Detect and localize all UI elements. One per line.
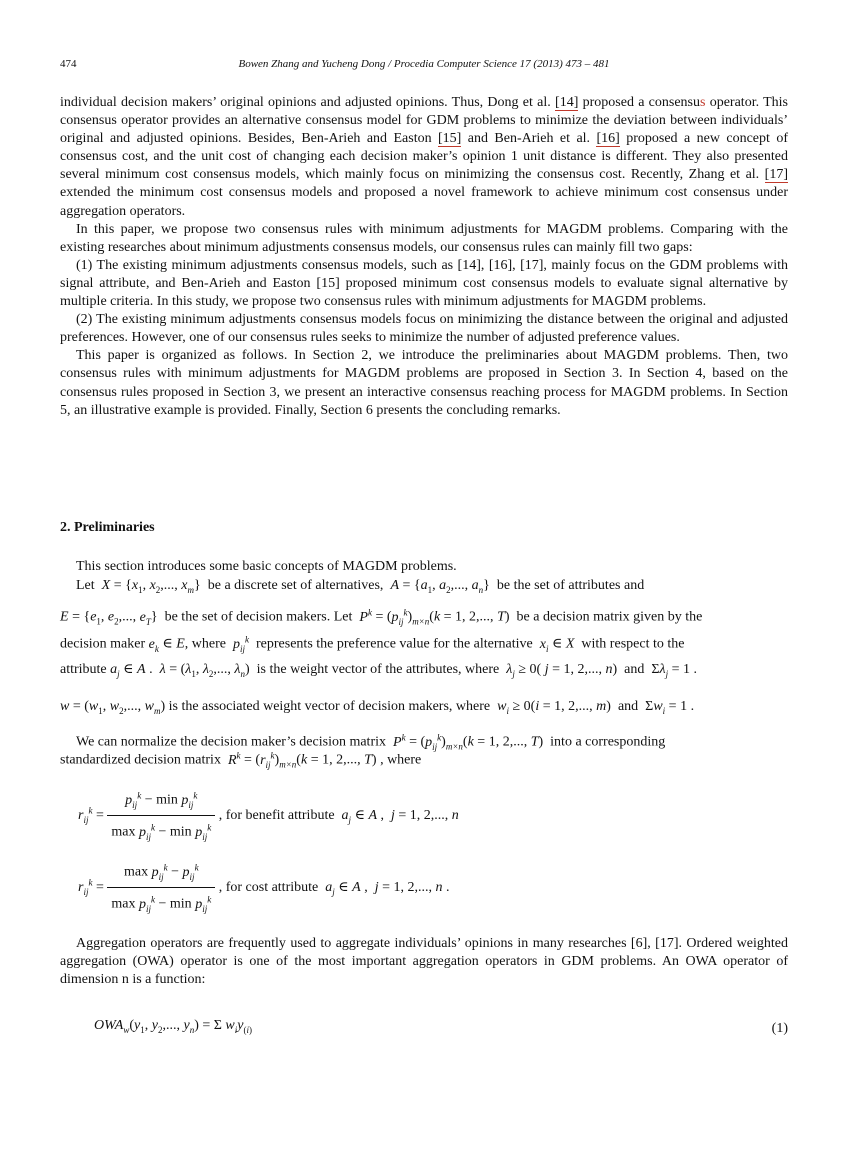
equation-number: (1) <box>771 1021 788 1036</box>
citation-16: [16] <box>596 131 620 147</box>
definition-line-2: $E = \{e_1$, $e_2$,..., $e_T$} be the set of decision makers. Let $P^k = (p_{ij}^k)_{m\times n}(k = 1$, 2,..., T) be a decision matrix given by the <box>60 607 703 627</box>
intro-text <box>60 94 788 420</box>
citation-15: [15] <box>438 131 462 147</box>
definition-line-3: decision maker $e_k$ ∈ E, where $p_{ij}^k$ represents the preference value for the alternative $x_i$ ∈ X with respect to the <box>60 634 685 654</box>
aggregation-paragraph: Aggregation operators are frequently used to aggregate individuals’ opinions in many researches [6], [17]. Ordered weighted aggregation (OWA) operator is one of the most important aggregation operators in GDM problems. An OWA operator of dimension n is a function: <box>60 936 788 988</box>
section-intro: This section introduces some basic concepts of MAGDM problems. <box>76 559 457 574</box>
normalize-line-1: We can normalize the decision maker’s decision matrix $P^k = (p_{ij}^k)_{m\times n}(k = 1$, 2,..., T) into a corresponding <box>76 732 666 752</box>
definition-line-1: Let $X = \{x_1$, $x_2$,..., $x_m$} be a discrete set of alternatives, $A = \{a_1$, $a_2$,..., $a_n$} be the set of attributes and <box>76 578 645 595</box>
citation-17: [17] <box>764 167 788 183</box>
citation-14: [14] <box>555 95 579 110</box>
journal-citation: Bowen Zhang and Yucheng Dong / Procedia Computer Science 17 (2013) 473 – 481 <box>238 58 610 70</box>
benefit-fraction: $\frac{p_{ij}^k - \min p_{ij}^k}{\max p_{ij}^k - \min p_{ij}^k}$ <box>107 785 215 847</box>
benefit-formula: $r_{ij}^k$ = $\frac{p_{ij}^k - \min p_{ij}^k}{\max p_{ij}^k - \min p_{ij}^k}$ , for benefit attribute $a_j$ ∈ A , j = 1, 2,..., n <box>78 785 806 847</box>
cost-fraction: $\frac{\max p_{ij}^k - p_{ij}^k}{\max p_{ij}^k - \min p_{ij}^k}$ <box>107 857 215 919</box>
running-header <box>60 58 788 74</box>
intro-paragraph-3: (1) The existing minimum adjustments consensus models, such as [14], [16], [17], mainly focus on the GDM problems with signal attribute, and Ben-Arieh and Easton [15] proposed minimum cost consensus models to evaluate signal alternative by multiple criteria. In this study, we propose two consensus rules with minimum adjustments for MAGDM problems. <box>60 257 788 310</box>
definition-line-5: $w = (w_1$, $w_2$,..., $w_m$) is the associated weight vector of decision makers, where $w_i \ge 0(i = 1$, 2,..., m) and $\Sigma w_i = 1$ . <box>60 699 695 716</box>
definition-line-4: attribute $a_j$ ∈ A . $\lambda = (\lambda_1$, $\lambda_2$,..., $\lambda_n$) is the weight vector of the attributes, where $\lambda_j \ge 0$( j = 1, 2,..., n) and $\Sigma\lambda_j = 1$ . <box>60 662 698 679</box>
cost-formula: $r_{ij}^k$ = $\frac{\max p_{ij}^k - p_{ij}^k}{\max p_{ij}^k - \min p_{ij}^k}$ , for cost attribute $a_j$ ∈ A , j = 1, 2,..., n . <box>78 857 806 919</box>
normalize-line-2: standardized decision matrix $R^k = (r_{ij}^k)_{m\times n}(k = 1$, 2,..., T) , where <box>60 750 422 770</box>
page-number: 474 <box>60 58 77 70</box>
intro-paragraph-4: (2) The existing minimum adjustments consensus models focus on minimizing the distance between the original and adjusted preferences. However, one of our consensus rules seeks to minimize the number of adjusted preference values. <box>60 312 788 346</box>
intro-paragraph-1: individual decision makers’ original opinions and adjusted opinions. Thus, Dong et al. [14] proposed a consensus operator. This consensus operator provides an alternative consensus model for GDM problems to minimize the deviation between individuals’ original and adjusted opinions. Besides, Ben-Arieh and Easton [15] and Ben-Arieh et al. [16] proposed a new concept of consensus cost, and the unit cost of changing each decision maker’s opinion 1 unit distance is different. They also presented several minimum cost consensus models, which mainly focus on minimizing the consensus cost. Recently, Zhang et al. [17] extended the minimum cost consensus models and proposed a novel framework to achieve minimum cost consensus under aggregation operators. <box>60 95 788 219</box>
owa-equation: $OWA_w(y_1$, $y_2$,..., $y_n) = \Sigma$ $w_iy_{(i)}$ <box>94 1018 253 1035</box>
section-heading: 2. Preliminaries <box>60 520 155 535</box>
intro-paragraph-2: In this paper, we propose two consensus rules with minimum adjustments for MAGDM problems. Comparing with the existing researches about minimum adjustments consensus models, our consensus rules can mainly fill two gaps: <box>60 221 788 255</box>
intro-paragraph-5: This paper is organized as follows. In Section 2, we introduce the preliminaries about MAGDM problems. Then, two consensus rules with minimum adjustments for MAGDM problems are proposed in Section 3. In Section 4, based on the consensus rules proposed in Section 3, we present an interactive consensus reaching process for MAGDM problems. In Section 5, an illustrative example is provided. Finally, Section 6 presents the concluding remarks. <box>60 348 788 418</box>
